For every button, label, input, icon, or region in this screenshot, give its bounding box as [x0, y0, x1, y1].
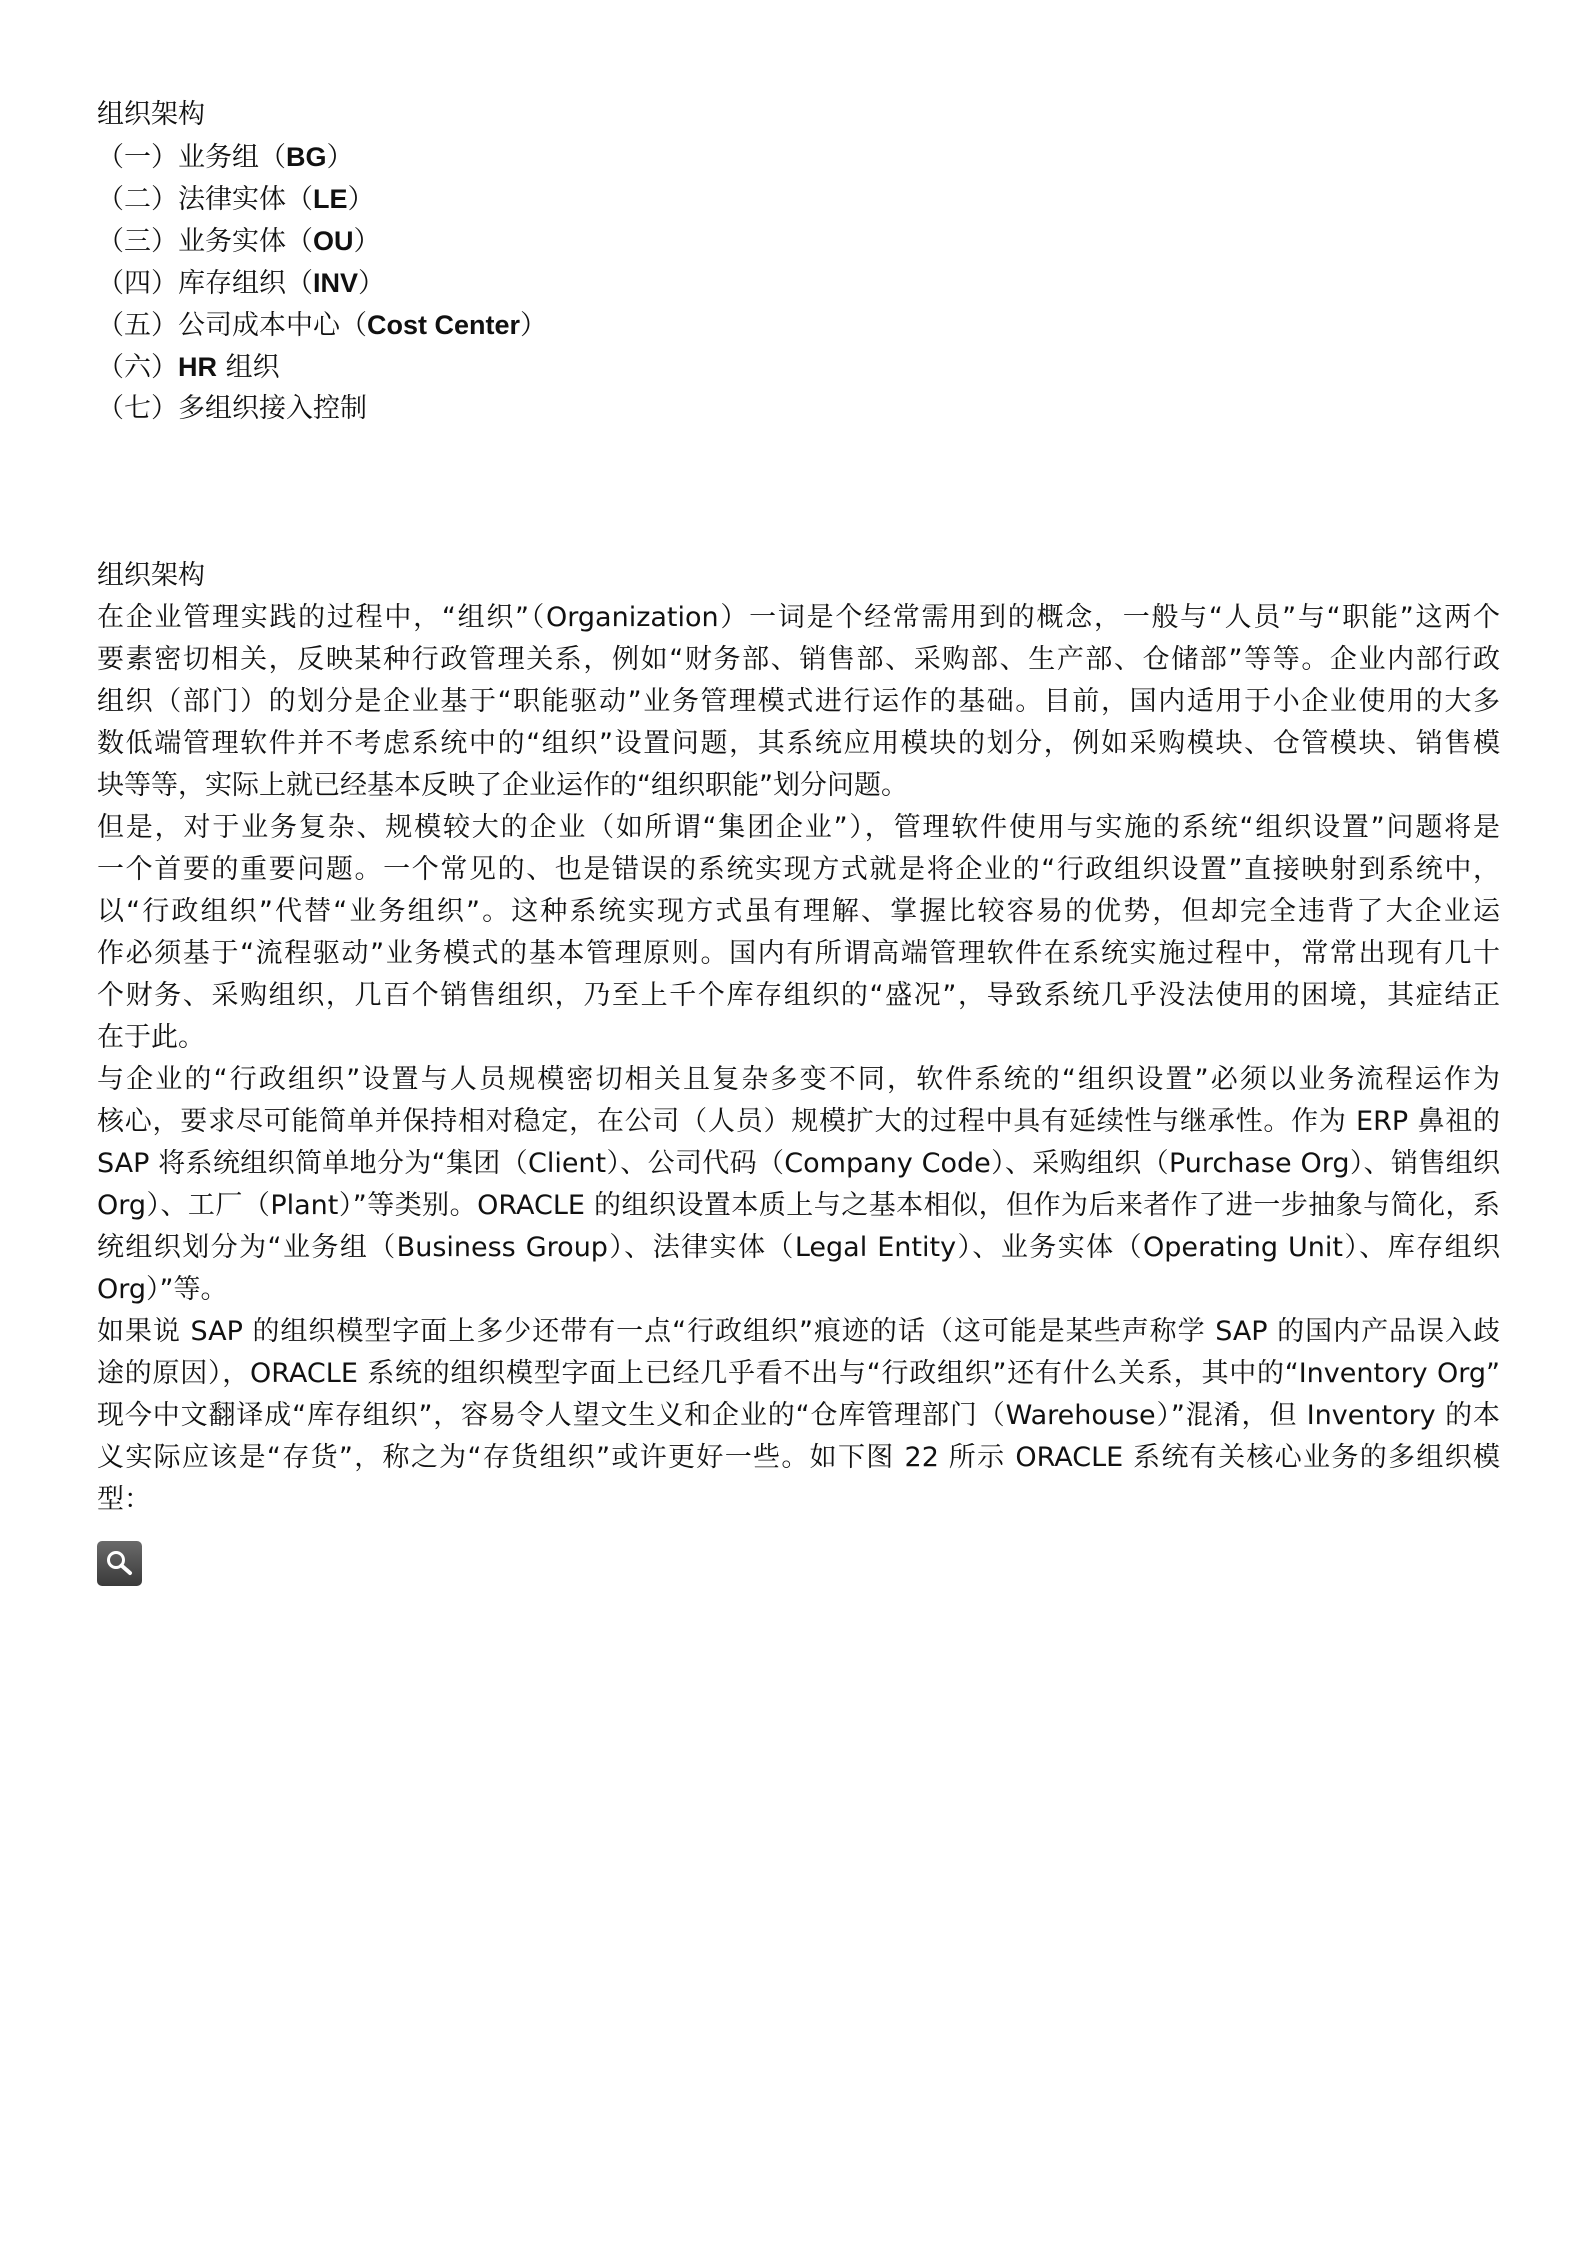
paragraph-line: 块等等，实际上就已经基本反映了企业运作的“组织职能”划分问题。 — [97, 770, 908, 801]
toc-item-label: ） — [347, 184, 375, 215]
paragraph — [97, 1311, 1500, 1521]
toc-item-label: （四）库存组织（ — [97, 268, 313, 299]
toc-item-label: （七）多组织接入控制 — [97, 393, 367, 424]
toc-item-label: ） — [326, 142, 354, 173]
paragraph-line: 如果说 SAP 的组织模型字面上多少还带有一点“行政组织”痕迹的话（这可能是某些声称学 SAP 的国内产品误入歧 — [97, 1316, 1500, 1347]
toc-item[interactable] — [97, 178, 1500, 220]
paragraph — [97, 807, 1500, 1059]
table-of-contents — [97, 94, 1500, 430]
paragraph-line: 与企业的“行政组织”设置与人员规模密切相关且复杂多变不同，软件系统的“组织设置”必须以业务流程运作为 — [97, 1064, 1500, 1095]
toc-item-label: （二）法律实体（ — [97, 184, 313, 215]
toc-title: 组织架构 — [97, 99, 205, 130]
paragraph-line: 途的原因），ORACLE 系统的组织模型字面上已经几乎看不出与“行政组织”还有什么关系，其中的“Inventory Org” — [97, 1358, 1500, 1389]
paragraph-line: Org）”等。 — [97, 1274, 228, 1305]
toc-item[interactable] — [97, 304, 1500, 346]
section-heading: 组织架构 — [97, 560, 205, 591]
toc-item-code: BG — [286, 142, 327, 172]
document-body — [97, 555, 1500, 1521]
paragraph-line: 但是，对于业务复杂、规模较大的企业（如所谓“集团企业”），管理软件使用与实施的系统“组织设置”问题将是 — [97, 812, 1500, 843]
paragraph — [97, 1059, 1500, 1311]
toc-item[interactable] — [97, 346, 1500, 388]
paragraph-line: 个财务、采购组织，几百个销售组织，乃至上千个库存组织的“盛况”，导致系统几乎没法使用的困境，其症结正 — [97, 980, 1500, 1011]
toc-item-code: Cost Center — [367, 310, 521, 340]
paragraph-line: 作必须基于“流程驱动”业务模式的基本管理原则。国内有所谓高端管理软件在系统实施过程中，常常出现有几十 — [97, 938, 1500, 969]
paragraph-line: Org）、工厂（Plant）”等类别。ORACLE 的组织设置本质上与之基本相似，但作为后来者作了进一步抽象与简化，系 — [97, 1190, 1500, 1221]
paragraph-line: 型： — [97, 1484, 151, 1515]
paragraph-line: 以“行政组织”代替“业务组织”。这种系统实现方式虽有理解、掌握比较容易的优势，但却完全违背了大企业运 — [97, 896, 1500, 927]
toc-item-code: OU — [313, 226, 354, 256]
paragraph-line: 核心，要求尽可能简单并保持相对稳定，在公司（人员）规模扩大的过程中具有延续性与继承性。作为 ERP 鼻祖的 — [97, 1106, 1500, 1137]
toc-item[interactable] — [97, 220, 1500, 262]
toc-item-code: INV — [313, 268, 359, 298]
zoom-image-button[interactable] — [97, 1541, 142, 1586]
paragraph-line: 要素密切相关，反映某种行政管理关系，例如“财务部、销售部、采购部、生产部、仓储部”等等。企业内部行政 — [97, 644, 1500, 675]
toc-item[interactable] — [97, 262, 1500, 304]
toc-item-code: LE — [313, 184, 348, 214]
toc-item-label: ） — [358, 268, 386, 299]
toc-item-label: （六） — [97, 352, 178, 383]
paragraph-line: 现今中文翻译成“库存组织”，容易令人望文生义和企业的“仓库管理部门（Warehouse）”混淆，但 Inventory 的本 — [97, 1400, 1500, 1431]
paragraph-line: 在于此。 — [97, 1022, 205, 1053]
toc-item-label: （五）公司成本中心（ — [97, 310, 367, 341]
paragraph-line: 一个首要的重要问题。一个常见的、也是错误的系统实现方式就是将企业的“行政组织设置”直接映射到系统中， — [97, 854, 1500, 885]
paragraph — [97, 597, 1500, 807]
toc-item[interactable] — [97, 136, 1500, 178]
toc-item-label: ） — [353, 226, 381, 257]
magnifier-icon — [104, 1548, 135, 1579]
toc-item[interactable] — [97, 388, 1500, 430]
toc-item-code: HR — [178, 352, 217, 382]
paragraph-line: 在企业管理实践的过程中，“组织”（Organization）一词是个经常需用到的概念，一般与“人员”与“职能”这两个 — [97, 602, 1500, 633]
toc-item-label: （三）业务实体（ — [97, 226, 313, 257]
paragraph-line: 义实际应该是“存货”，称之为“存货组织”或许更好一些。如下图 22 所示 ORACLE 系统有关核心业务的多组织模 — [97, 1442, 1500, 1473]
paragraph-line: 数低端管理软件并不考虑系统中的“组织”设置问题，其系统应用模块的划分，例如采购模块、仓管模块、销售模 — [97, 728, 1500, 759]
toc-item-label: （一）业务组（ — [97, 142, 286, 173]
toc-item-label: 组织 — [217, 352, 280, 383]
paragraph-line: SAP 将系统组织简单地分为“集团（Client）、公司代码（Company Code）、采购组织（Purchase Org）、销售组织 — [97, 1148, 1500, 1179]
paragraph-line: 组织（部门）的划分是企业基于“职能驱动”业务管理模式进行运作的基础。目前，国内适用于小企业使用的大多 — [97, 686, 1500, 717]
paragraph-line: 统组织划分为“业务组（Business Group）、法律实体（Legal Entity）、业务实体（Operating Unit）、库存组织 — [97, 1232, 1500, 1263]
toc-item-label: ） — [520, 310, 548, 341]
